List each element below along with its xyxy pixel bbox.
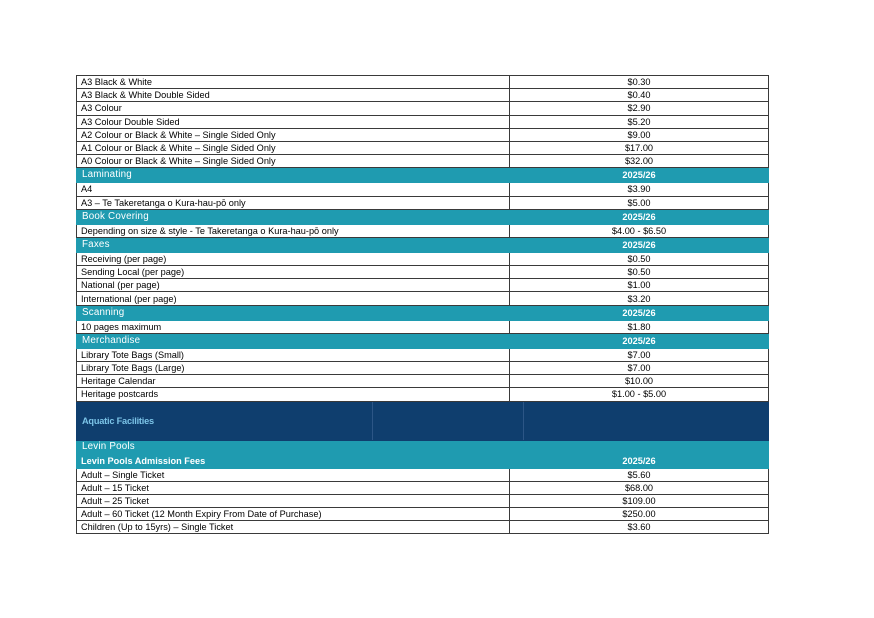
aquatic-facilities-title: Aquatic Facilities xyxy=(82,415,154,426)
section-year: 2025/26 xyxy=(510,333,769,348)
item-label: A3 Black & White Double Sided xyxy=(77,89,510,102)
item-price: $5.00 xyxy=(510,196,769,209)
item-price: $0.50 xyxy=(510,252,769,265)
section-header-laminating xyxy=(77,168,769,183)
table-row xyxy=(77,508,769,521)
table-row xyxy=(77,320,769,333)
table-row xyxy=(77,362,769,375)
item-price: $2.90 xyxy=(510,102,769,115)
item-label: A2 Colour or Black & White – Single Sided Only xyxy=(77,128,510,141)
item-price: $3.60 xyxy=(510,521,769,534)
table-row xyxy=(77,388,769,401)
item-label: Depending on size & style - Te Takeretanga o Kura-hau-pō only xyxy=(77,224,510,237)
item-price: $9.00 xyxy=(510,128,769,141)
table-row xyxy=(77,494,769,507)
section-title: Laminating xyxy=(77,168,510,183)
section-header-book-covering xyxy=(77,209,769,224)
table-row xyxy=(77,481,769,494)
item-price: $7.00 xyxy=(510,348,769,361)
item-label: Receiving (per page) xyxy=(77,252,510,265)
subsection-title: Levin Pools xyxy=(77,440,769,455)
item-label: A4 xyxy=(77,183,510,196)
item-label: Heritage postcards xyxy=(77,388,510,401)
table-row xyxy=(77,183,769,196)
table-row xyxy=(77,266,769,279)
table-row xyxy=(77,348,769,361)
section-title: Scanning xyxy=(77,305,510,320)
table-row xyxy=(77,375,769,388)
section-year: 2025/26 xyxy=(510,305,769,320)
section-year: 2025/26 xyxy=(510,209,769,224)
table-row xyxy=(77,252,769,265)
item-price: $7.00 xyxy=(510,362,769,375)
fees-title: Levin Pools Admission Fees xyxy=(77,455,510,468)
item-price: $1.80 xyxy=(510,320,769,333)
subsection-header-levin-pools xyxy=(77,440,769,455)
table-row xyxy=(77,279,769,292)
item-label: A1 Colour or Black & White – Single Sided Only xyxy=(77,141,510,154)
aquatic-facilities-banner xyxy=(77,401,769,440)
item-price: $17.00 xyxy=(510,141,769,154)
item-price: $10.00 xyxy=(510,375,769,388)
fees-table xyxy=(76,75,769,534)
section-header-merchandise xyxy=(77,333,769,348)
item-price: $5.60 xyxy=(510,468,769,481)
table-row xyxy=(77,76,769,89)
item-price: $4.00 - $6.50 xyxy=(510,224,769,237)
item-price: $109.00 xyxy=(510,494,769,507)
item-label: A3 Colour Double Sided xyxy=(77,115,510,128)
item-label: A3 – Te Takeretanga o Kura-hau-pō only xyxy=(77,196,510,209)
levin-pools-fees-header xyxy=(77,455,769,468)
item-price: $68.00 xyxy=(510,481,769,494)
section-header-scanning xyxy=(77,305,769,320)
item-price: $1.00 xyxy=(510,279,769,292)
table-row xyxy=(77,115,769,128)
item-label: Adult – Single Ticket xyxy=(77,468,510,481)
item-label: A0 Colour or Black & White – Single Sided Only xyxy=(77,155,510,168)
section-title: Merchandise xyxy=(77,333,510,348)
item-label: Adult – 25 Ticket xyxy=(77,494,510,507)
table-row xyxy=(77,468,769,481)
table-row xyxy=(77,155,769,168)
section-title: Book Covering xyxy=(77,209,510,224)
item-label: A3 Black & White xyxy=(77,76,510,89)
item-label: A3 Colour xyxy=(77,102,510,115)
section-year: 2025/26 xyxy=(510,455,769,468)
table-row xyxy=(77,89,769,102)
section-header-faxes xyxy=(77,237,769,252)
item-price: $0.50 xyxy=(510,266,769,279)
table-row xyxy=(77,521,769,534)
item-price: $5.20 xyxy=(510,115,769,128)
item-label: Children (Up to 15yrs) – Single Ticket xyxy=(77,521,510,534)
table-row xyxy=(77,128,769,141)
item-price: $0.40 xyxy=(510,89,769,102)
table-row xyxy=(77,141,769,154)
item-label: National (per page) xyxy=(77,279,510,292)
item-label: Adult – 60 Ticket (12 Month Expiry From Date of Purchase) xyxy=(77,508,510,521)
item-label: Library Tote Bags (Large) xyxy=(77,362,510,375)
item-label: 10 pages maximum xyxy=(77,320,510,333)
item-label: Adult – 15 Ticket xyxy=(77,481,510,494)
table-row xyxy=(77,292,769,305)
table-row xyxy=(77,196,769,209)
table-row xyxy=(77,224,769,237)
item-price: $0.30 xyxy=(510,76,769,89)
item-price: $1.00 - $5.00 xyxy=(510,388,769,401)
item-price: $250.00 xyxy=(510,508,769,521)
table-row xyxy=(77,102,769,115)
item-label: Library Tote Bags (Small) xyxy=(77,348,510,361)
section-year: 2025/26 xyxy=(510,237,769,252)
item-price: $32.00 xyxy=(510,155,769,168)
item-label: International (per page) xyxy=(77,292,510,305)
section-title: Faxes xyxy=(77,237,510,252)
item-label: Heritage Calendar xyxy=(77,375,510,388)
item-price: $3.90 xyxy=(510,183,769,196)
section-year: 2025/26 xyxy=(510,168,769,183)
item-price: $3.20 xyxy=(510,292,769,305)
item-label: Sending Local (per page) xyxy=(77,266,510,279)
